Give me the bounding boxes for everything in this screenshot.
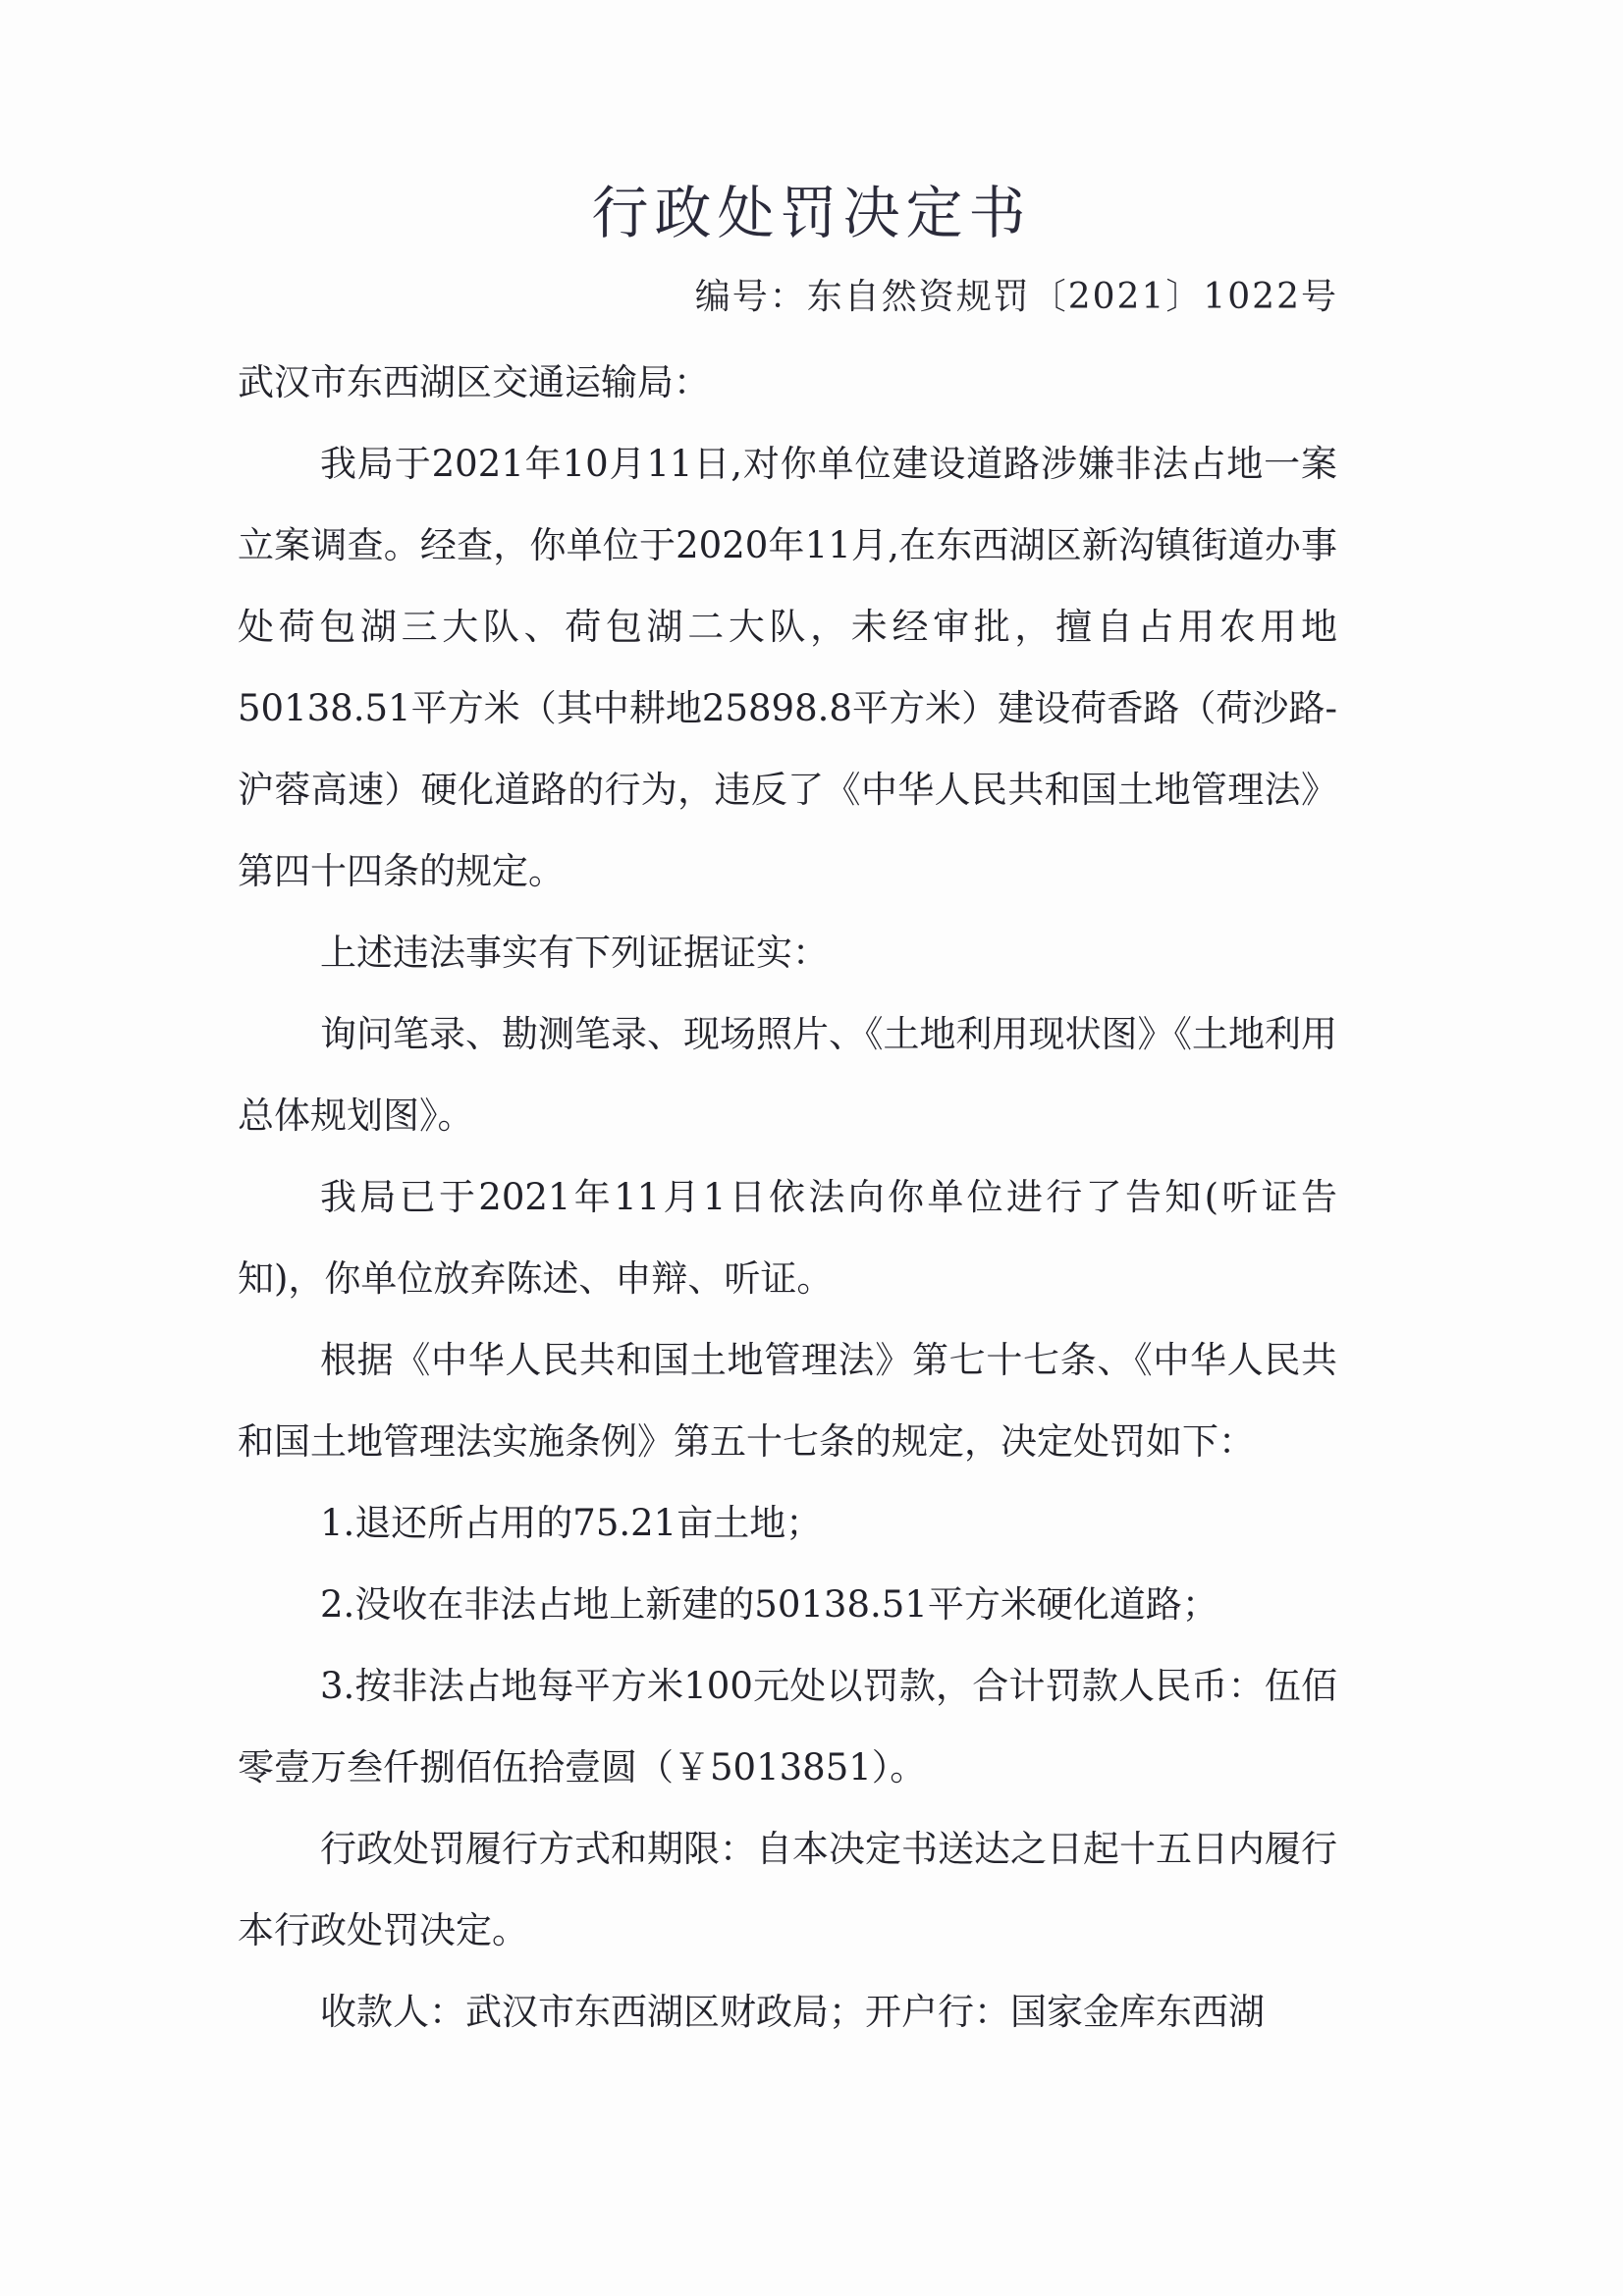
penalty-item-2: 2.没收在非法占地上新建的50138.51平方米硬化道路； [320,1583,1218,1626]
paragraph-evidence-list: 询问笔录、勘测笔录、现场照片、《土地利用现状图》《土地利用总体规划图》。 [238,1013,1337,1137]
paragraph-evidence-intro: 上述违法事实有下列证据证实： [320,932,829,974]
paragraph-notification: 我局已于2021年11月1日依法向你单位进行了告知(听证告知)，你单位放弃陈述、申辩、听证。 [238,1176,1337,1300]
document-title: 行政处罚决定书 [591,180,1032,246]
paragraph-legal-basis: 根据《中华人民共和国土地管理法》第七十七条、《中华人民共和国土地管理法实施条例》第五十七条的规定，决定处罚如下： [238,1339,1337,1463]
paragraph-investigation: 我局于2021年10月11日,对你单位建设道路涉嫌非法占地一案立案调查。经查，你单位于2020年11月,在东西湖区新沟镇街道办事处荷包湖三大队、荷包湖二大队，未经审批，擅自占用农用地50138.51平方米（其中耕地25898.8平方米）建设荷香路（荷沙路-沪蓉高速）硬化道路的行为，违反了《中华人民共和国土地管理法》第四十四条的规定。 [238,443,1337,892]
paragraph-payee: 收款人：武汉市东西湖区财政局；开户行：国家金库东西湖 [320,1991,1265,2033]
penalty-item-3: 3.按非法占地每平方米100元处以罚款，合计罚款人民币：伍佰零壹万叁仟捌佰伍拾壹圆（￥5013851）。 [238,1665,1337,1789]
addressee: 武汉市东西湖区交通运输局： [238,361,710,403]
paragraph-deadline: 行政处罚履行方式和期限：自本决定书送达之日起十五日内履行本行政处罚决定。 [238,1828,1337,1951]
penalty-item-1: 1.退还所占用的75.21亩土地； [320,1502,823,1544]
document-body [238,342,1337,2053]
document-number: 编号：东自然资规罚〔2021〕1022号 [694,277,1338,317]
